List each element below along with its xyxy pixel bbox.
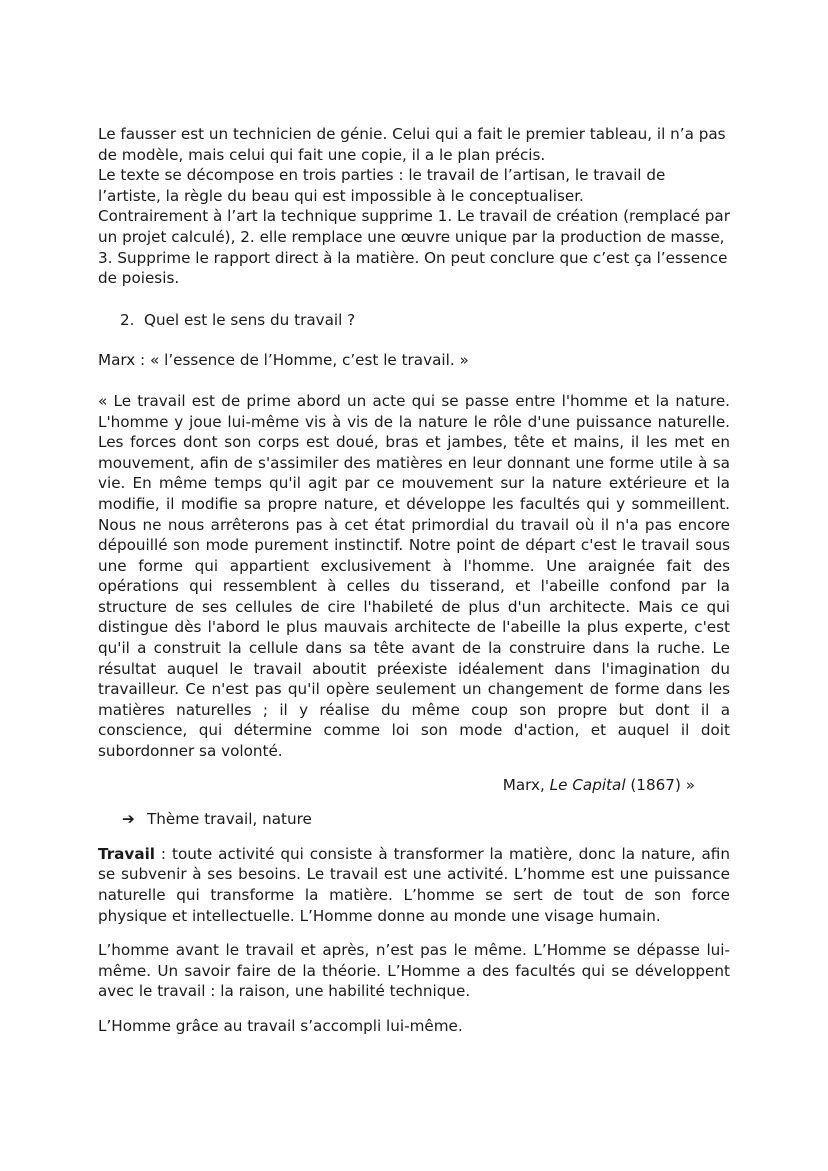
intro-line-3: Contrairement à l’art la technique supprime 1. Le travail de création (remplacé par un projet calculé), 2. elle remplace une œuvre unique par la production de masse, 3. Supprime le rapport direct à la matière. On peut conclure que c’est ça l’essence de poiesis. xyxy=(98,207,730,288)
citation-source xyxy=(98,775,730,796)
marx-short-quote-text: Marx : « l’essence de l’Homme, c’est le travail. » xyxy=(98,351,469,370)
source-author: Marx, xyxy=(502,775,550,794)
intro-line-1: Le fausser est un technicien de génie. Celui qui a fait le premier tableau, il n’a pas de modèle, mais celui qui fait une copie, il a le plan précis. xyxy=(98,125,726,164)
section-title: Quel est le sens du travail ? xyxy=(144,310,356,329)
paragraph-2 xyxy=(98,940,730,1002)
document-page xyxy=(98,124,730,1037)
marx-short-quote xyxy=(98,350,730,371)
paragraph-3 xyxy=(98,1016,730,1037)
arrow-right-icon: ➔ xyxy=(122,810,135,829)
theme-text: Thème travail, nature xyxy=(147,810,312,829)
marx-citation xyxy=(98,391,730,762)
theme-line xyxy=(98,809,730,830)
source-year: (1867) » xyxy=(625,775,695,794)
definition-paragraph xyxy=(98,844,730,926)
section-heading xyxy=(98,310,730,331)
section-number: 2. xyxy=(120,310,135,329)
intro-block xyxy=(98,124,730,289)
intro-line-2: Le texte se décompose en trois parties : le travail de l’artisan, le travail de l’artiste, la règle du beau qui est impossible à le conceptualiser. xyxy=(98,166,666,205)
paragraph-2-text: L’homme avant le travail et après, n’est pas le même. L’Homme se dépasse lui-même. Un savoir faire de la théorie. L’Homme a des facultés qui se développent avec le travail : la raison, une habilité technique. xyxy=(98,941,730,1001)
marx-citation-text: « Le travail est de prime abord un acte qui se passe entre l'homme et la nature. L'homme y joue lui-même vis à vis de la nature le rôle d'une puissance naturelle. Les forces dont son corps est doué, bras et jambes, tête et mains, il les met en mouvement, afin de s'assimiler des matières en leur donnant une forme utile à sa vie. En même temps qu'il agit par ce mouvement sur la nature extérieure et la modifie, il modifie sa propre nature, et développe les facultés qui y sommeillent. Nous ne nous arrêterons pas à cet état primordial du travail où il n'a pas encore dépouillé son mode purement instinctif. Notre point de départ c'est le travail sous une forme qui appartient exclusivement à l'homme. Une araignée fait des opérations qui ressemblent à celles du tisserand, et l'abeille confond par la structure de ses cellules de cire l'habileté de plus d'un architecte. Mais ce qui distingue dès l'abord le plus mauvais architecte de l'abeille la plus experte, c'est qu'il a construit la cellule dans sa tête avant de la construire dans la ruche. Le résultat auquel le travail aboutit préexiste idéalement dans l'imagination du travailleur. Ce n'est pas qu'il opère seulement un changement de forme dans les matières naturelles ; il y réalise du même coup son propre but dont il a conscience, qui détermine comme loi son mode d'action, et auquel il doit subordonner sa volonté. xyxy=(98,391,730,761)
definition-text: : toute activité qui consiste à transformer la matière, donc la nature, afin se subvenir à ses besoins. Le travail est une activité. L’homme est une puissance naturelle qui transforme la matière. L’homme se sert de tout de son force physique et intellectuelle. L’Homme donne au monde une visage humain. xyxy=(98,844,730,925)
definition-term: Travail xyxy=(98,844,155,863)
paragraph-3-text: L’Homme grâce au travail s’accompli lui-même. xyxy=(98,1016,463,1035)
source-work: Le Capital xyxy=(549,775,626,794)
